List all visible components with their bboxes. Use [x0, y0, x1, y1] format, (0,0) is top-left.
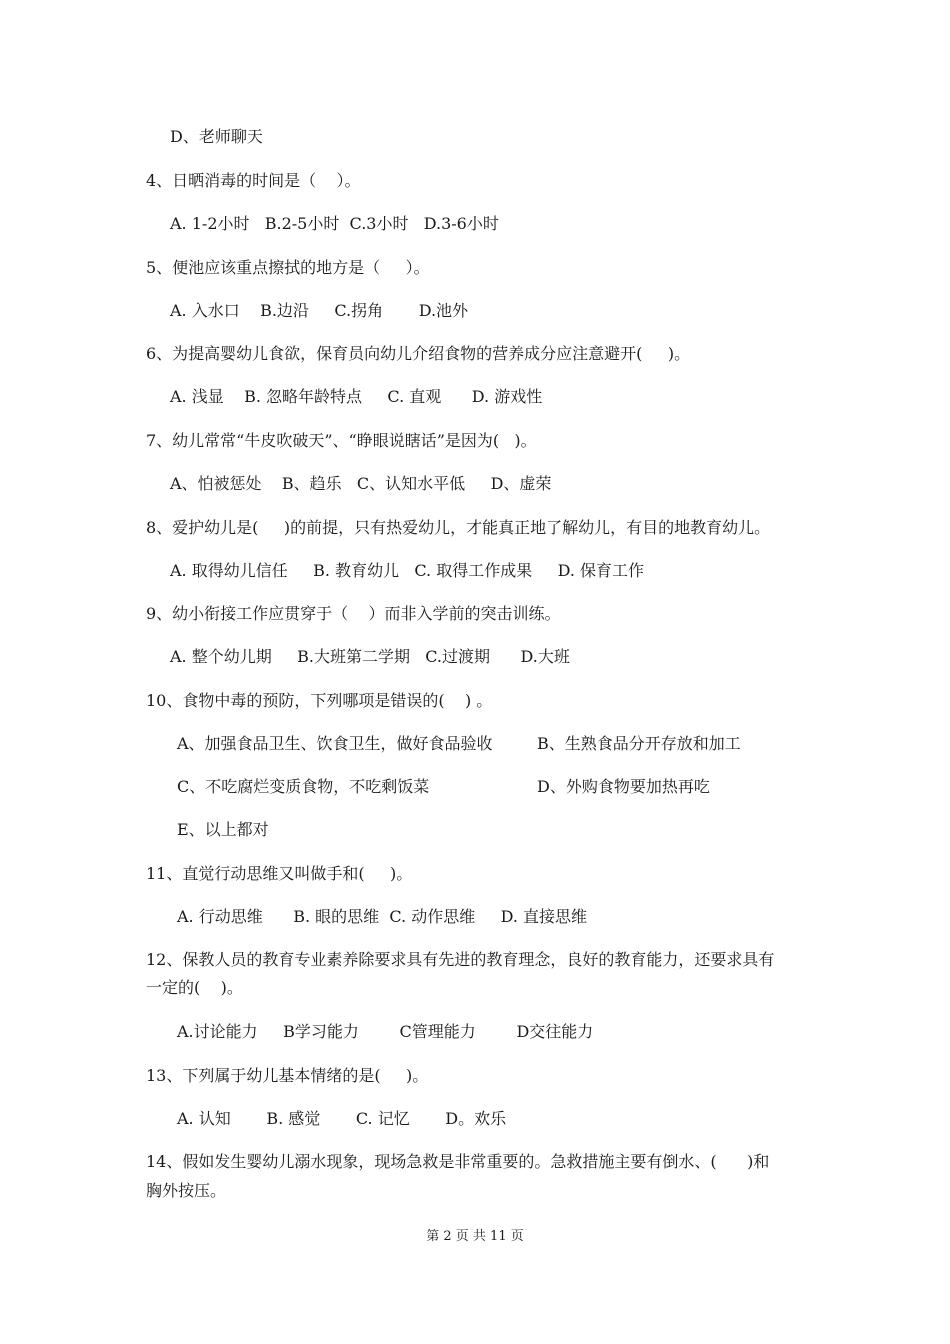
question-10-option-b: B、生熟食品分开存放和加工: [537, 734, 741, 753]
question-7-options: A、怕被惩处 B、趋乐 C、认知水平低 D、虚荣: [170, 474, 552, 493]
question-10-option-d: D、外购食物要加热再吃: [537, 777, 710, 796]
question-12-cont: 一定的( )。: [146, 978, 243, 997]
q3-option-d: D、老师聊天: [170, 127, 263, 146]
question-4-options: A. 1-2小时 B.2-5小时 C.3小时 D.3-6小时: [170, 214, 499, 233]
question-10: 10、食物中毒的预防，下列哪项是错误的( ) 。: [146, 691, 493, 710]
question-13-options: A. 认知 B. 感觉 C. 记忆 D。欢乐: [177, 1109, 507, 1128]
page-footer: 第 2 页 共 11 页: [426, 1229, 524, 1244]
question-4: 4、日晒消毒的时间是（ ）。: [146, 171, 361, 190]
question-10-option-e: E、以上都对: [177, 820, 269, 839]
question-8-options: A. 取得幼儿信任 B. 教育幼儿 C. 取得工作成果 D. 保育工作: [170, 561, 645, 580]
question-9-options: A. 整个幼儿期 B.大班第二学期 C.过渡期 D.大班: [170, 647, 570, 666]
question-10-option-a: A、加强食品卫生、饮食卫生，做好食品验收: [177, 734, 493, 753]
question-14-cont: 胸外按压。: [146, 1181, 227, 1200]
question-5-options: A. 入水口 B.边沿 C.拐角 D.池外: [170, 301, 469, 320]
question-11-options: A. 行动思维 B. 眼的思维 C. 动作思维 D. 直接思维: [177, 907, 588, 926]
question-6-options: A. 浅显 B. 忽略年龄特点 C. 直观 D. 游戏性: [170, 387, 543, 406]
question-12: 12、保教人员的教育专业素养除要求具有先进的教育理念，良好的教育能力，还要求具有: [146, 950, 775, 969]
question-7: 7、幼儿常常“牛皮吹破天”、“睁眼说瞎话”是因为( )。: [146, 431, 537, 450]
question-5: 5、便池应该重点擦拭的地方是（ ）。: [146, 258, 430, 277]
question-14: 14、假如发生婴幼儿溺水现象，现场急救是非常重要的。急救措施主要有倒水、( )和: [146, 1152, 770, 1171]
question-9: 9、幼小衔接工作应贯穿于（ ）而非入学前的突击训练。: [146, 604, 561, 623]
question-6: 6、为提高婴幼儿食欲，保育员向幼儿介绍食物的营养成分应注意避开( )。: [146, 344, 691, 363]
question-8: 8、爱护幼儿是( )的前提，只有热爱幼儿，才能真正地了解幼儿，有目的地教育幼儿。: [146, 518, 771, 537]
question-13: 13、下列属于幼儿基本情绪的是( )。: [146, 1066, 429, 1085]
question-11: 11、直觉行动思维又叫做手和( )。: [146, 864, 413, 883]
question-10-option-c: C、不吃腐烂变质食物，不吃剩饭菜: [177, 777, 430, 796]
question-12-options: A.讨论能力 B学习能力 C管理能力 D交往能力: [177, 1022, 594, 1041]
